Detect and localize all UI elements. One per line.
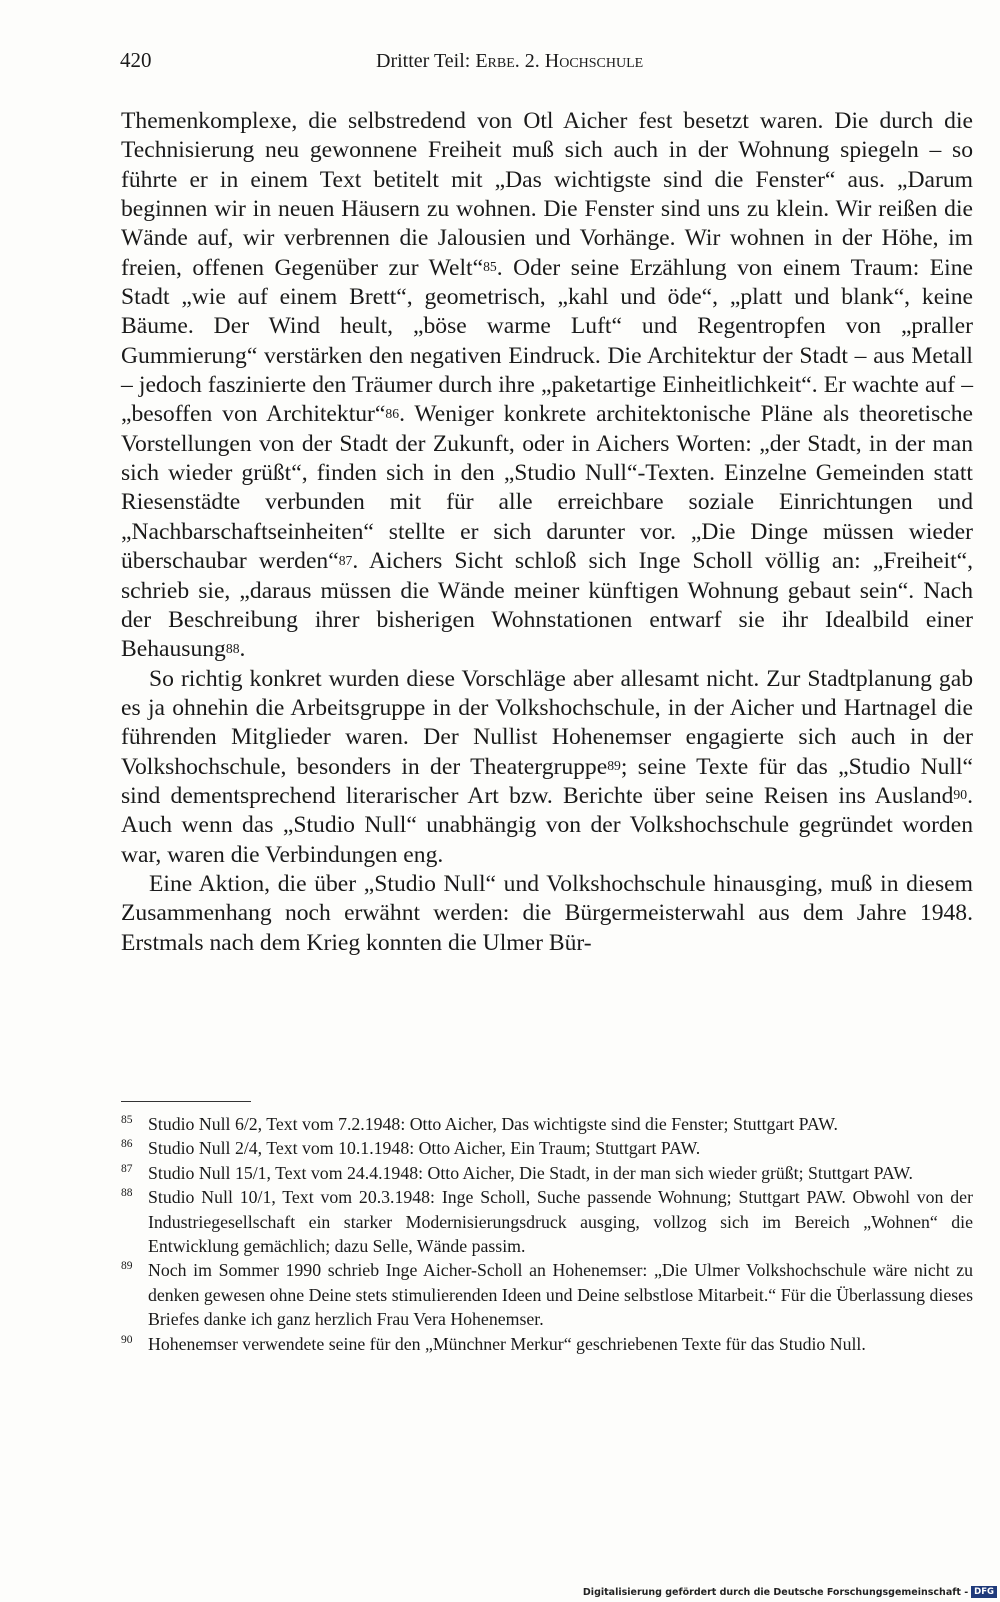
text-run: . (239, 636, 246, 663)
paragraph-1 (121, 107, 973, 665)
digitization-note (583, 1586, 997, 1598)
paragraph-2 (121, 665, 973, 870)
text-run: . Weniger konkrete architektonische Pläne als theoretische Vorstellungen von der Stadt der Zukunft, oder in Aichers Worten: „der Stadt, in der man sich wieder grüßt“, finden sich in den „Studio Null“-Texten. Einzelne Gemeinden statt Riesenstädte verbunden mit für alle erreichbare soziale Einrichtungen und „Nachbarschaftseinheiten“ stellte er sich darunter vor. „Die Dinge müssen wieder überschaubar werden“ (121, 401, 973, 575)
footnote-ref-87[interactable]: 87 (338, 552, 353, 568)
footnote-number: 85 (121, 1114, 133, 1126)
footnote-ref-90[interactable]: 90 (953, 787, 968, 803)
footnote-88 (121, 1185, 973, 1258)
footnote-number: 89 (121, 1260, 133, 1273)
footnote-text: Studio Null 6/2, Text vom 7.2.1948: Otto Aicher, Das wichtigste sind die Fenster; Stuttgart PAW. (148, 1114, 838, 1134)
footnotes (121, 1112, 973, 1356)
footnote-90 (121, 1332, 973, 1356)
text-run: So richtig konkret wurden diese Vorschläge aber allesamt nicht. Zur Stadtplanung gab es ja ohnehin die Arbeitsgruppe in der Volkshochschule, in der Aicher und Hartnagel die führenden Mitglieder waren. Der Nullist Hohenemser engagierte sich auch in der Volkshochschule, besonders in der Theatergruppe (121, 665, 973, 780)
footnote-number: 86 (121, 1138, 133, 1151)
footnote-text: Studio Null 10/1, Text vom 20.3.1948: Inge Scholl, Suche passende Wohnung; Stuttgart PAW. Obwohl von der Industriegesellschaft ein starker Modernisierungsdruck ausging, vollzog sich im Bereich „Wohnen“ die Entwicklung gemächlich; dazu Selle, Wände passim. (148, 1187, 973, 1257)
footnote-ref-86[interactable]: 86 (385, 406, 400, 422)
text-run: . Aichers Sicht schloß sich Inge Scholl völlig an: „Freiheit“, schrieb sie, „daraus müssen die Wände meiner künftigen Wohnung gebaut sein“. Nach der Beschreibung ihrer bisherigen Wohnstationen entwarf sie ihr Idealbild einer Behausung (121, 548, 973, 663)
footnote-85 (121, 1112, 973, 1136)
text-run: Themenkomplexe, die selbstredend von Otl Aicher fest besetzt waren. Die durch die Technisierung neu gewonnene Freiheit muß sich auch in der Wohnung spiegeln – so führte er in einem Text betitelt mit „Das wichtigste sind die Fenster“ aus. „Darum beginnen wir in neuen Häusern zu wohnen. Die Fenster sind uns zu klein. Wir reißen die Wände auf, wir verbrennen die Jalousien und Vorhänge. Wir wohnen in der Höhe, im freien, offenen Gegenüber zur Welt“ (121, 108, 973, 281)
page-number: 420 (120, 48, 152, 72)
footnote-text: Studio Null 2/4, Text vom 10.1.1948: Otto Aicher, Ein Traum; Stuttgart PAW. (148, 1138, 701, 1159)
footnote-86 (121, 1136, 973, 1160)
running-head-prefix: Dritter Teil: (376, 50, 476, 72)
running-head-section: Erbe. 2. Hochschule (475, 50, 644, 72)
footnote-87 (121, 1161, 973, 1185)
dfg-logo-icon: DFG (971, 1586, 997, 1598)
text-run: . Oder seine Erzählung von einem Traum: Eine Stadt „wie auf einem Brett“, geometrisch, „kahl und öde“, „platt und blank“, keine Bäume. Der Wind heult, „böse warme Luft“ und Regentropfen von „praller Gummierung“ verstärken den negativen Eindruck. Die Architektur der Stadt – aus Metall – jedoch faszinierte den Träumer durch ihre „paketartige Einheitlichkeit“. Er wachte auf – „besoffen von Architektur“ (121, 254, 974, 428)
footnote-ref-85[interactable]: 85 (483, 259, 497, 275)
digitization-text: Digitalisierung gefördert durch die Deutsche Forschungsgemeinschaft - (582, 1586, 969, 1598)
footnote-text: Hohenemser verwendete seine für den „Münchner Merkur“ geschriebenen Texte für das Studio Null. (148, 1333, 866, 1354)
footnote-ref-89[interactable]: 89 (607, 758, 621, 774)
footnote-divider (121, 1101, 251, 1102)
footnote-number: 90 (121, 1333, 133, 1346)
running-head (376, 50, 643, 73)
footnote-text: Studio Null 15/1, Text vom 24.4.1948: Otto Aicher, Die Stadt, in der man sich wieder grüßt; Stuttgart PAW. (148, 1162, 913, 1183)
footnote-89 (121, 1258, 973, 1331)
text-run: . Auch wenn das „Studio Null“ unabhängig von der Volkshochschule gegründet worden war, waren die Verbindungen eng. (121, 782, 973, 868)
footnote-number: 88 (121, 1187, 133, 1200)
footnote-ref-88[interactable]: 88 (225, 640, 240, 656)
text-run: ; seine Texte für das „Studio Null“ sind dementsprechend literarischer Art bzw. Berichte über seine Reisen ins Ausland (121, 753, 973, 809)
paragraph-3: Eine Aktion, die über „Studio Null“ und Volkshochschule hinausging, muß in diesem Zusammenhang noch erwähnt werden: die Bürgermeisterwahl aus dem Jahre 1948. Erstmals nach dem Krieg konnten die Ulmer Bür- (121, 870, 973, 956)
body-text (121, 107, 973, 958)
footnote-text: Noch im Sommer 1990 schrieb Inge Aicher-Scholl an Hohenemser: „Die Ulmer Volkshochschule wäre nicht zu denken gewesen ohne Deine stets stimulierenden Ideen und Deine selbstlose Mitarbeit.“ Für die Überlassung dieses Briefes danke ich ganz herzlich Frau Vera Hohenemser. (148, 1260, 973, 1330)
footnote-number: 87 (121, 1162, 133, 1175)
